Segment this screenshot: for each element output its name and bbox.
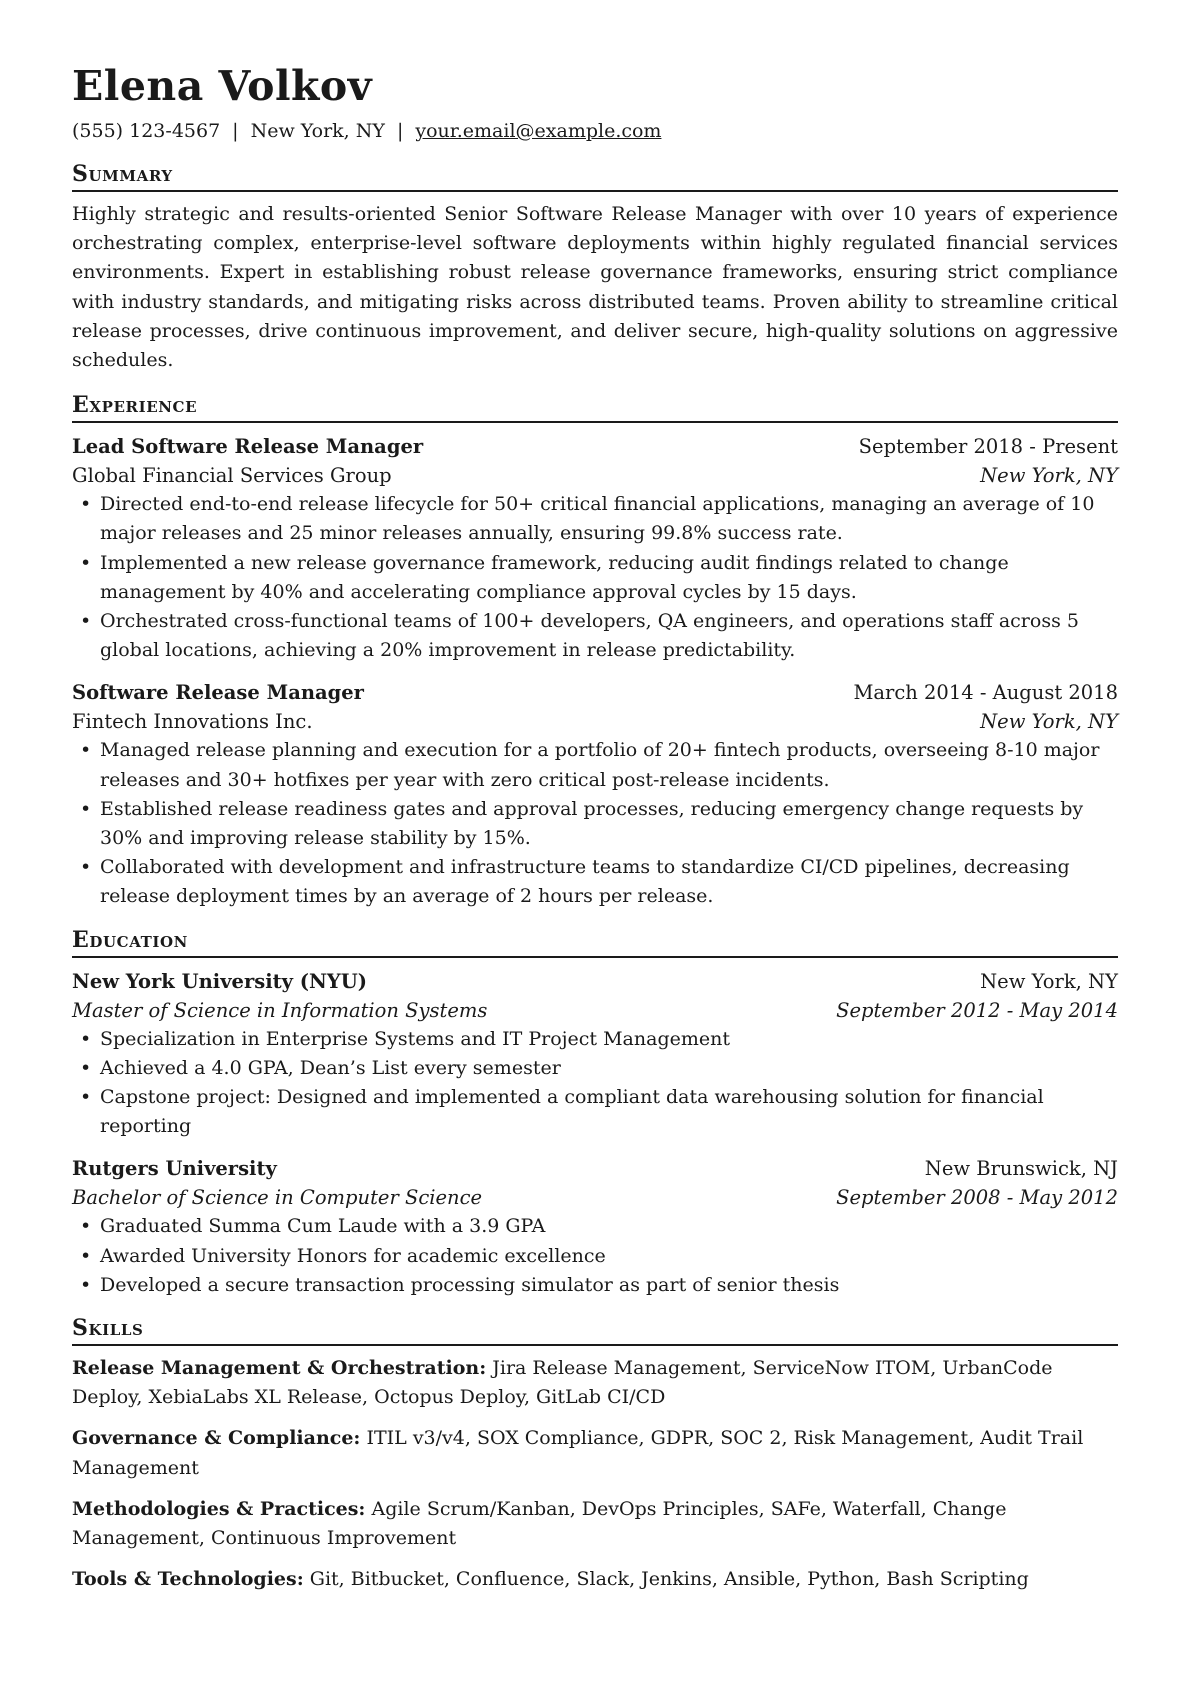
skill-label: Governance & Compliance: [72, 1427, 361, 1450]
skill-value: Agile Scrum/Kanban, DevOps Principles, SAFe, Waterfall, Change Management, Continuous Improvement [72, 1497, 1007, 1550]
skill-value: Git, Bitbucket, Confluence, Slack, Jenkins, Ansible, Python, Bash Scripting [309, 1568, 1029, 1591]
job-company-row [72, 707, 1118, 736]
education-section [72, 926, 1118, 1300]
list-item: • Specialization in Enterprise Systems and IT Project Management [72, 1025, 1118, 1054]
education-entry [72, 967, 1118, 1142]
contact-line [72, 118, 1118, 144]
school-name: New York University (NYU) [72, 969, 367, 993]
phone: (555) 123-4567 [72, 120, 221, 142]
job-dates: September 2018 - Present [858, 435, 1118, 459]
list-item: • Awarded University Honors for academic excellence [72, 1242, 1118, 1271]
degree: Master of Science in Information Systems [72, 998, 488, 1022]
job-location: New York, NY [980, 710, 1118, 734]
email-link[interactable]: your.email@example.com [415, 120, 662, 142]
job-company: Fintech Innovations Inc. [72, 710, 313, 734]
list-item: • Managed release planning and execution for a portfolio of 20+ fintech products, overseeing 8-10 major releases and 30+ hotfixes per year with zero critical post-release incidents. [72, 736, 1118, 794]
education-dates: September 2012 - May 2014 [836, 998, 1118, 1022]
skill-value: ITIL v3/v4, SOX Compliance, GDPR, SOC 2, Risk Management, Audit Trail Management [72, 1427, 1084, 1479]
job-role: Software Release Manager [72, 681, 364, 705]
section-title-experience: Experience [72, 391, 1118, 423]
skill-line [72, 1354, 1118, 1412]
job-bullets [72, 490, 1118, 665]
skills-section [72, 1314, 1118, 1594]
separator: | [232, 120, 239, 142]
degree-row [72, 996, 1118, 1025]
list-item: • Achieved a 4.0 GPA, Dean’s List every semester [72, 1054, 1118, 1083]
separator: | [396, 120, 404, 142]
skill-label: Release Management & Orchestration: [72, 1357, 487, 1380]
location: New York, NY [250, 120, 385, 142]
school-location: New Brunswick, NJ [924, 1157, 1118, 1181]
skill-value: Jira Release Management, ServiceNow ITOM, UrbanCode Deploy, XebiaLabs XL Release, Octopus Deploy, GitLab CI/CD [72, 1357, 1053, 1409]
section-title-education: Education [72, 926, 1118, 958]
education-bullets [72, 1212, 1118, 1300]
skill-line [72, 1495, 1118, 1553]
school-name: Rutgers University [72, 1157, 277, 1181]
job-entry [72, 678, 1118, 911]
summary-text: Highly strategic and results-oriented Senior Software Release Manager with over 10 years of experience orchestrating complex, enterprise-level software deployments within highly regulated financial services environments. Expert in establishing robust release governance frameworks, ensuring strict compliance with industry standards, and mitigating risks across distributed teams. Proven ability to streamline critical release processes, drive continuous improvement, and deliver secure, high-quality solutions on aggressive schedules. [72, 203, 1118, 372]
education-entry [72, 1154, 1118, 1300]
skill-label: Tools & Technologies: [72, 1568, 304, 1591]
job-dates: March 2014 - August 2018 [853, 681, 1118, 705]
list-item: • Developed a secure transaction processing simulator as part of senior thesis [72, 1271, 1118, 1300]
job-role: Lead Software Release Manager [72, 435, 424, 459]
summary-section [72, 160, 1118, 375]
job-company: Global Financial Services Group [72, 464, 392, 488]
education-dates: September 2008 - May 2012 [836, 1186, 1118, 1210]
list-item: • Orchestrated cross-functional teams of 100+ developers, QA engineers, and operations staff across 5 global locations, achieving a 20% improvement in release predictability. [72, 607, 1118, 665]
section-title-summary: Summary [72, 160, 1118, 192]
job-bullets [72, 736, 1118, 911]
list-item: • Capstone project: Designed and implemented a compliant data warehousing solution for financial reporting [72, 1083, 1118, 1141]
list-item: • Graduated Summa Cum Laude with a 3.9 GPA [72, 1212, 1118, 1241]
degree-row [72, 1183, 1118, 1212]
experience-section [72, 391, 1118, 911]
list-item: • Established release readiness gates and approval processes, reducing emergency change requests by 30% and improving release stability by 15%. [72, 795, 1118, 853]
degree: Bachelor of Science in Computer Science [72, 1186, 483, 1210]
list-item: • Collaborated with development and infrastructure teams to standardize CI/CD pipelines, decreasing release deployment times by an average of 2 hours per release. [72, 853, 1118, 911]
job-company-row [72, 461, 1118, 490]
job-header-row [72, 678, 1118, 707]
skill-label: Methodologies & Practices: [72, 1497, 366, 1520]
school-row [72, 967, 1118, 996]
job-location: New York, NY [980, 464, 1118, 488]
list-item: • Directed end-to-end release lifecycle for 50+ critical financial applications, managing an average of 10 major releases and 25 minor releases annually, ensuring 99.8% success rate. [72, 490, 1118, 548]
skill-line [72, 1565, 1118, 1594]
list-item: • Implemented a new release governance framework, reducing audit findings related to change management by 40% and accelerating compliance approval cycles by 15 days. [72, 549, 1118, 607]
education-bullets [72, 1025, 1118, 1142]
candidate-name: Elena Volkov [72, 62, 373, 110]
school-row [72, 1154, 1118, 1183]
job-entry [72, 432, 1118, 665]
skill-line [72, 1424, 1118, 1482]
job-header-row [72, 432, 1118, 461]
school-location: New York, NY [980, 969, 1118, 993]
section-title-skills: Skills [72, 1314, 1118, 1346]
